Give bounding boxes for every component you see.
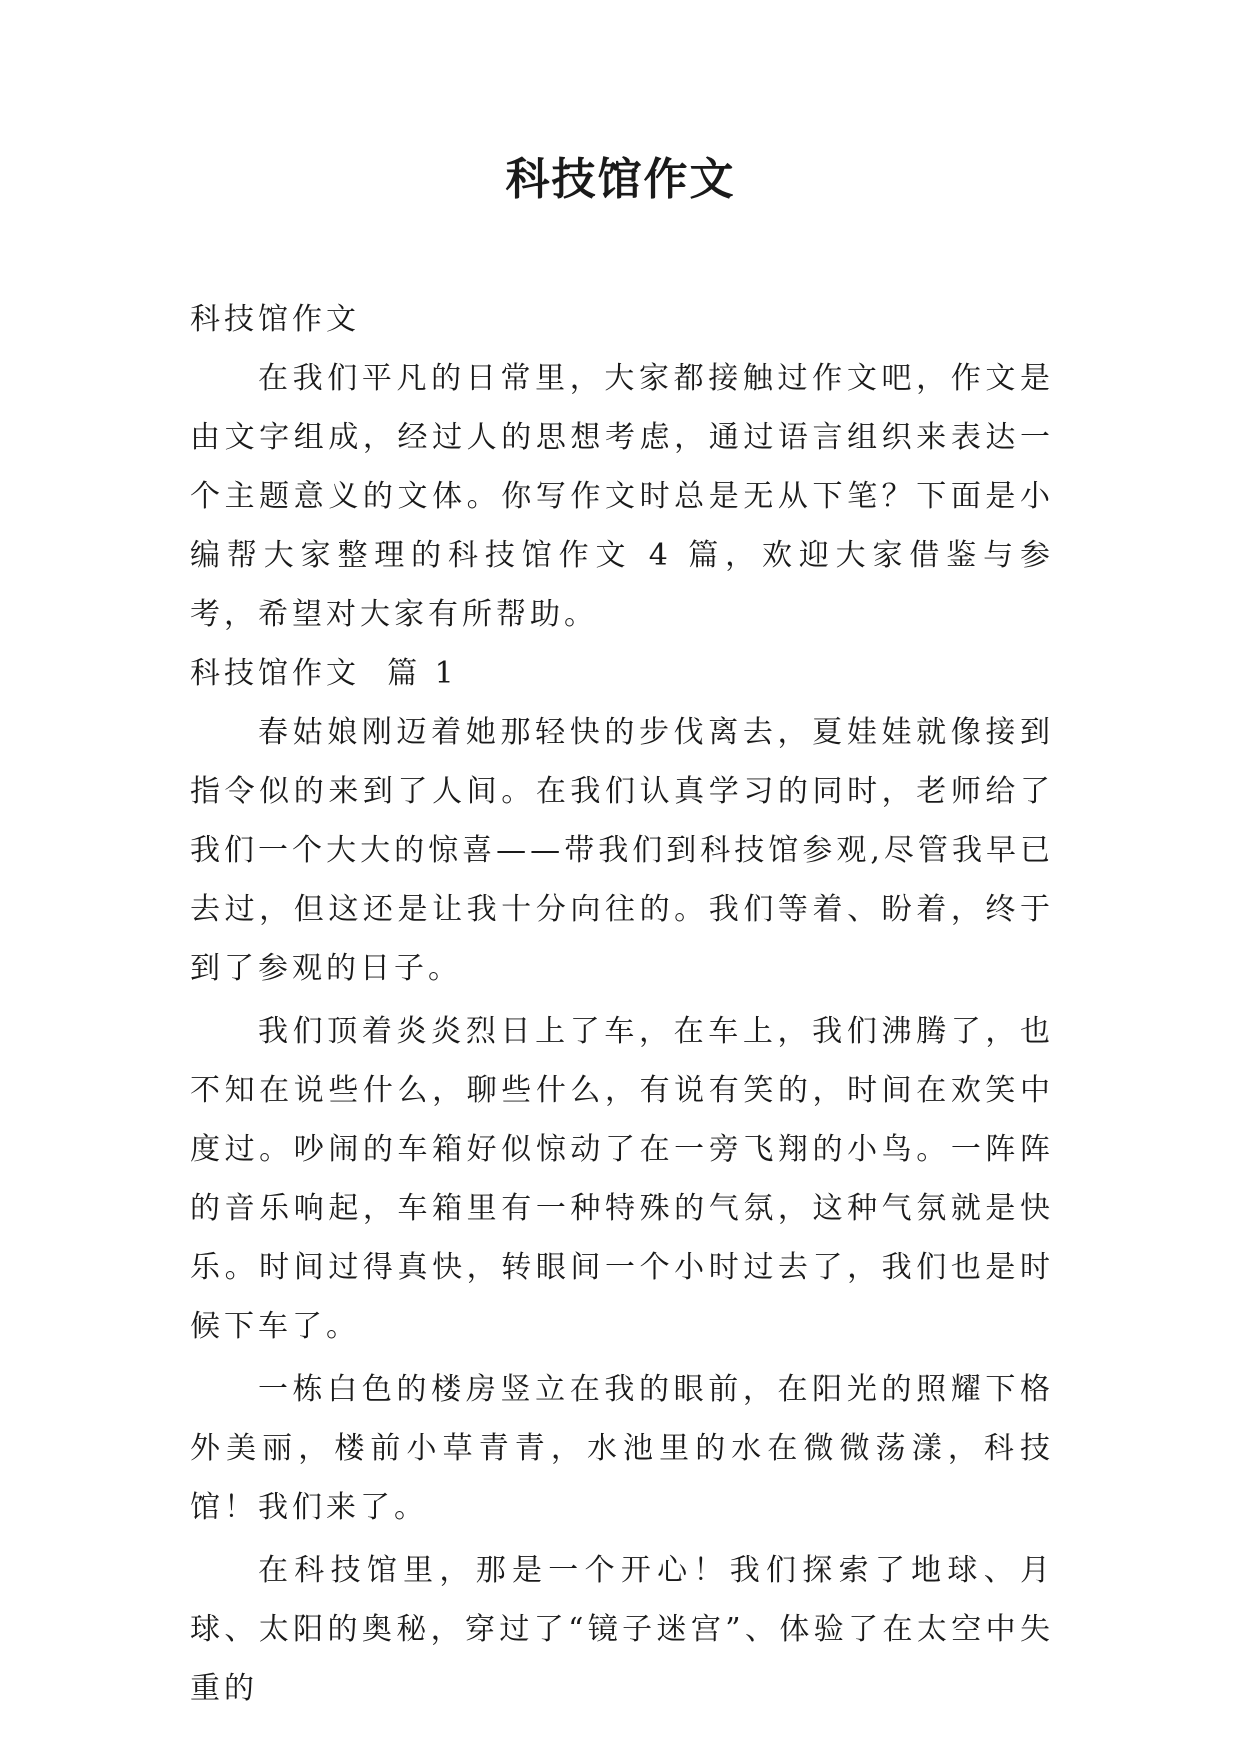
body-paragraph: 一栋白色的楼房竖立在我的眼前，在阳光的照耀下格外美丽，楼前小草青青，水池里的水在微微荡漾，科技馆！我们来了。: [190, 1372, 1054, 1525]
body-paragraph: 我们顶着炎炎烈日上了车，在车上，我们沸腾了，也不知在说些什么，聊些什么，有说有笑的，时间在欢笑中度过。吵闹的车箱好似惊动了在一旁飞翔的小鸟。一阵阵的音乐响起，车箱里有一种特殊的气氛，这种气氛就是快乐。时间过得真快，转眼间一个小时过去了，我们也是时候下车了。: [190, 1014, 1054, 1344]
body-paragraph: 春姑娘刚迈着她那轻快的步伐离去，夏娃娃就像接到指令似的来到了人间。在我们认真学习的同时，老师给了我们一个大大的惊喜——带我们到科技馆参观,尽管我早已去过，但这还是让我十分向往的。我们等着、盼着，终于到了参观的日子。: [190, 715, 1054, 986]
document-subtitle: 科技馆作文: [190, 302, 360, 337]
document-title: 科技馆作文: [505, 154, 736, 205]
body-paragraph: 在科技馆里，那是一个开心！我们探索了地球、月球、太阳的奥秘，穿过了“镜子迷宫”、体验了在太空中失重的: [190, 1553, 1054, 1706]
intro-paragraph: 在我们平凡的日常里，大家都接触过作文吧，作文是由文字组成，经过人的思想考虑，通过语言组织来表达一个主题意义的文体。你写作文时总是无从下笔？下面是小编帮大家整理的科技馆作文 4 篇，欢迎大家借鉴与参考，希望对大家有所帮助。: [190, 361, 1054, 632]
document-body: [190, 290, 1054, 1718]
section-heading: 科技馆作文 篇 1: [190, 656, 458, 691]
